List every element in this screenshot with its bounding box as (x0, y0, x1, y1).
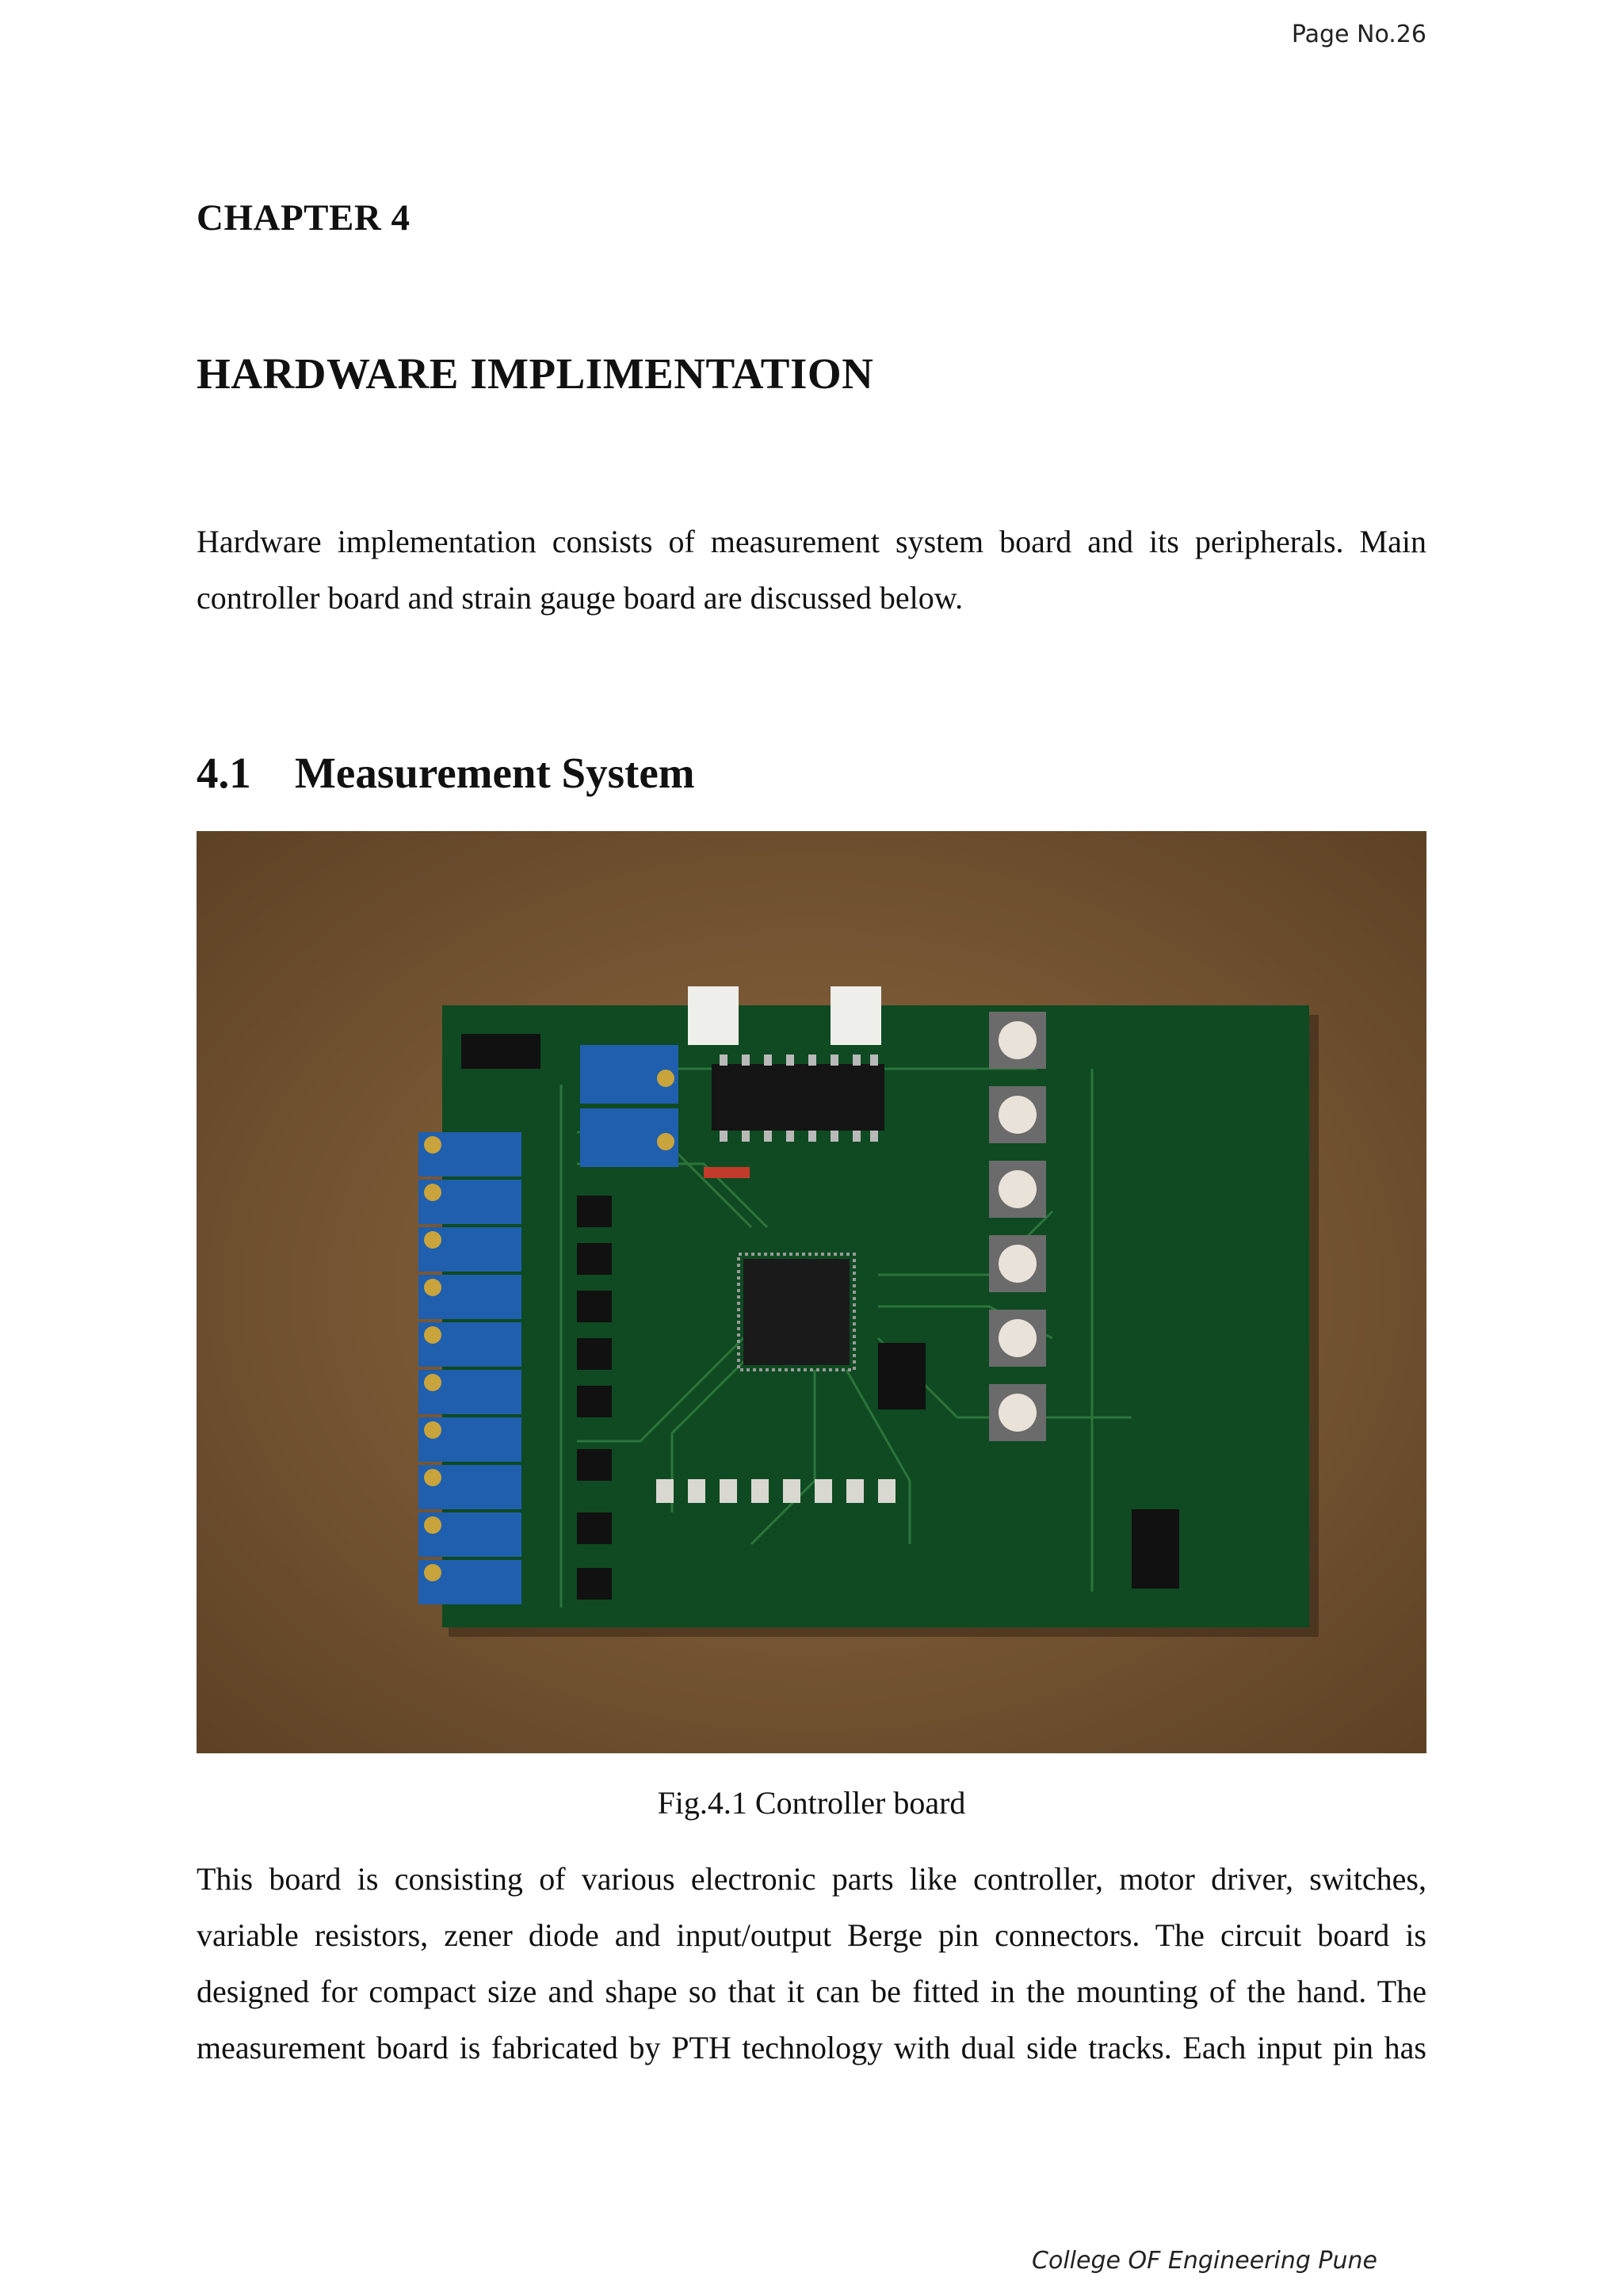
connector-x1 (688, 986, 739, 1045)
figure-caption: Fig.4.1 Controller board (657, 1785, 966, 1821)
body-line: variable resistors, zener diode and input/output Berge pin connectors. The circuit board is (197, 1917, 1426, 1953)
intro-line: controller board and strain gauge board are discussed below. (197, 580, 964, 616)
ic3-chip (712, 1064, 884, 1131)
intro-paragraph (197, 513, 1426, 626)
chapter-title: HARDWARE IMPLIMENTATION (197, 349, 874, 398)
body-line: measurement board is fabricated by PTH technology with dual side tracks. Each input pin has (197, 2030, 1426, 2065)
footer-college: College OF Engineering Pune (1032, 2247, 1377, 2275)
chapter-label: CHAPTER 4 (197, 197, 411, 238)
section-number: 4.1 (197, 749, 251, 797)
body-paragraph (197, 1851, 1426, 2076)
body-line: designed for compact size and shape so that it can be fitted in the mounting of the hand. The (197, 1974, 1426, 2009)
intro-line: Hardware implementation consists of measurement system board and its peripherals. Main (197, 524, 1426, 559)
pcb-illustration (197, 831, 1426, 1753)
section-title: Measurement System (295, 749, 695, 797)
pin-header-center (878, 1343, 926, 1409)
controller-board-photo (197, 831, 1426, 1753)
zener-diode (704, 1167, 750, 1178)
pin-header-sv8 (1132, 1509, 1179, 1589)
connector-x2 (831, 986, 881, 1045)
pin-header-sv2 (461, 1034, 540, 1069)
atmega32l-chip (743, 1259, 850, 1365)
section-heading (197, 748, 695, 798)
page-number: Page No.26 (1291, 21, 1426, 48)
jumper-column (577, 1196, 612, 1600)
body-line: This board is consisting of various electronic parts like controller, motor driver, switches, (197, 1861, 1426, 1897)
